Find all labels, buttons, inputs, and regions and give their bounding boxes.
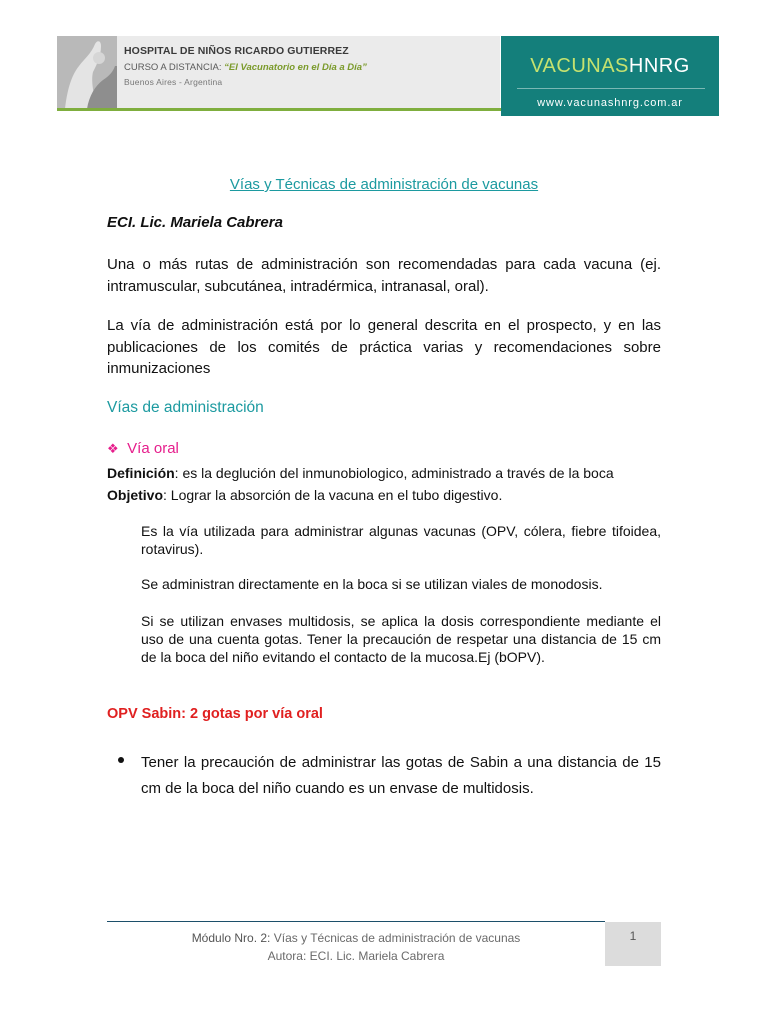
bullet-icon bbox=[118, 757, 124, 763]
document-author: ECI. Lic. Mariela Cabrera bbox=[107, 214, 283, 231]
footer-divider bbox=[107, 921, 605, 922]
document-title: Vías y Técnicas de administración de vacunas bbox=[229, 176, 539, 193]
header-divider bbox=[57, 108, 501, 111]
objective-line bbox=[107, 486, 502, 504]
bullet-text: Tener la precaución de administrar las gotas de Sabin a una distancia de 15 cm de la boca del niño cuando es un envase de multidosis. bbox=[141, 754, 661, 797]
oral-route-heading bbox=[107, 440, 179, 457]
oral-multidose-text: Si se utilizan envases multidosis, se aplica la dosis correspondiente mediante el uso de una cuenta gotas. Tener la precaución de respetar una distancia de 15 cm de la boca del niño evitando el contacto de la mucosa.Ej (bOPV). bbox=[141, 613, 661, 665]
footer-module-text: Vías y Técnicas de administración de vacunas bbox=[270, 931, 521, 945]
course-label: CURSO A DISTANCIA: bbox=[124, 62, 225, 73]
page-number: 1 bbox=[605, 922, 661, 966]
footer-module-label: Módulo Nro. 2: bbox=[191, 931, 271, 945]
objective-label: Objetivo bbox=[107, 487, 164, 503]
brand-url[interactable]: www.vacunashnrg.com.ar bbox=[537, 97, 683, 109]
brand-block bbox=[501, 36, 719, 116]
header-banner bbox=[57, 36, 500, 109]
footer-author-line: Autora: ECI. Lic. Mariela Cabrera bbox=[267, 949, 445, 963]
hands-illustration-icon bbox=[57, 36, 117, 109]
objective-text: : Lograr la absorción de la vacuna en el tubo digestivo. bbox=[163, 487, 503, 503]
brand-hnrg: HNRG bbox=[628, 55, 690, 77]
route-paragraph: La vía de administración está por lo general descrita en el prospecto, y en las publicaciones de los comités de práctica varias y recomendaciones sobre inmunizaciones bbox=[107, 317, 661, 377]
course-title: “El Vacunatorio en el Día a Día” bbox=[224, 62, 367, 73]
footer-module-line bbox=[107, 929, 605, 947]
brand-logo bbox=[501, 55, 719, 78]
intro-paragraph: Una o más rutas de administración son recomendadas para cada vacuna (ej. intramuscular, subcutánea, intradérmica, intranasal, oral). bbox=[107, 256, 661, 295]
course-line bbox=[124, 62, 367, 73]
definition-text: : es la deglución del inmunobiologico, administrado a través de la boca bbox=[174, 465, 614, 481]
section-heading: Vías de administración bbox=[107, 399, 264, 416]
definition-label: Definición bbox=[107, 465, 175, 481]
oral-usage-text: Es la vía utilizada para administrar algunas vacunas (OPV, cólera, fiebre tifoidea, rotavirus). bbox=[141, 523, 661, 557]
opv-heading: OPV Sabin: 2 gotas por vía oral bbox=[107, 706, 323, 722]
diamond-bullet-icon: ❖ bbox=[107, 441, 119, 456]
definition-line bbox=[107, 464, 614, 482]
brand-vacunas: VACUNAS bbox=[530, 55, 629, 77]
oral-monodose-text: Se administran directamente en la boca si se utilizan viales de monodosis. bbox=[141, 576, 603, 592]
brand-divider bbox=[517, 88, 705, 89]
city-line: Buenos Aires - Argentina bbox=[124, 77, 223, 87]
hospital-name: HOSPITAL DE NIÑOS RICARDO GUTIERREZ bbox=[124, 45, 349, 57]
footer-text bbox=[107, 929, 605, 965]
header-photo bbox=[57, 36, 117, 109]
oral-route-label: Vía oral bbox=[127, 440, 179, 457]
